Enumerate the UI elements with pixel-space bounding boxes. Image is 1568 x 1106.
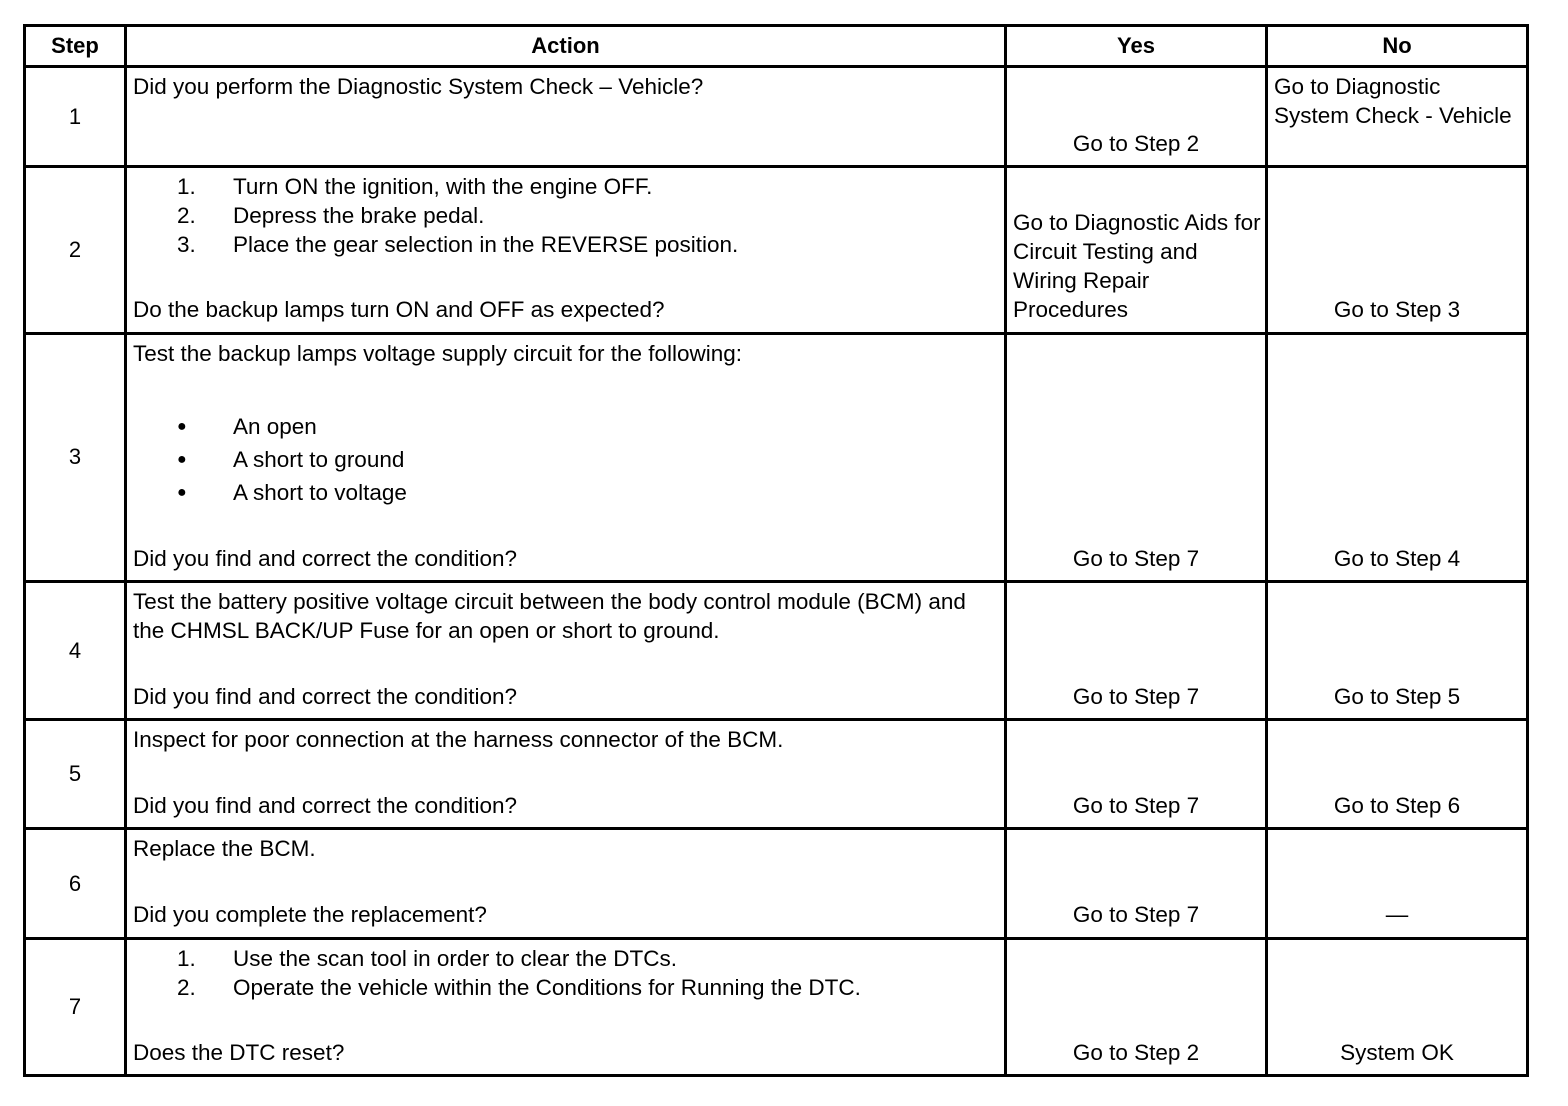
- bullet-list: [177, 410, 998, 509]
- yes-result: Go to Step 2: [1072, 131, 1200, 156]
- no-cell: [1267, 938, 1528, 1075]
- table-row: [25, 333, 1528, 581]
- action-question: Did you complete the replacement?: [133, 902, 487, 928]
- no-result: Go to Diagnostic System Check - Vehicle: [1274, 74, 1512, 128]
- yes-cell: [1006, 829, 1267, 938]
- table-row: [25, 829, 1528, 938]
- yes-cell: [1006, 67, 1267, 167]
- header-yes: Yes: [1006, 26, 1267, 67]
- numbered-list: [177, 944, 998, 1002]
- header-action: Action: [126, 26, 1006, 67]
- no-cell: [1267, 167, 1528, 333]
- action-cell: [126, 67, 1006, 167]
- action-cell: [126, 938, 1006, 1075]
- action-question: Do the backup lamps turn ON and OFF as expected?: [133, 297, 665, 323]
- no-cell: [1267, 67, 1528, 167]
- no-result: Go to Step 3: [1333, 297, 1461, 323]
- action-cell: [126, 582, 1006, 720]
- header-row: [25, 26, 1528, 67]
- action-text: Did you perform the Diagnostic System Check – Vehicle?: [133, 74, 704, 99]
- list-item: 2. Operate the vehicle within the Conditions for Running the DTC.: [177, 974, 861, 1000]
- bullet-icon: ●: [177, 483, 187, 501]
- no-cell: [1267, 333, 1528, 581]
- diagnostic-table: [23, 24, 1529, 1077]
- no-cell: [1267, 582, 1528, 720]
- action-cell: [126, 720, 1006, 829]
- step-number: 3: [25, 333, 126, 581]
- no-cell: [1267, 720, 1528, 829]
- step-number: 7: [25, 938, 126, 1075]
- yes-cell: [1006, 167, 1267, 333]
- numbered-list: [177, 172, 998, 259]
- yes-cell: [1006, 720, 1267, 829]
- list-item: 3. Place the gear selection in the REVERSE position.: [177, 232, 739, 258]
- step-number: 6: [25, 829, 126, 938]
- list-item: ● A short to ground: [177, 443, 998, 476]
- list-item: 1. Use the scan tool in order to clear the DTCs.: [177, 945, 677, 971]
- table-row: [25, 67, 1528, 167]
- table-row: [25, 167, 1528, 333]
- header-no: No: [1267, 26, 1528, 67]
- action-text: Inspect for poor connection at the harness connector of the BCM.: [133, 727, 784, 753]
- step-number: 5: [25, 720, 126, 829]
- action-cell: [126, 167, 1006, 333]
- list-item: ● An open: [177, 410, 998, 443]
- step-number: 2: [25, 167, 126, 333]
- table-row: [25, 938, 1528, 1075]
- no-cell: [1267, 829, 1528, 938]
- action-text: Test the backup lamps voltage supply circuit for the following:: [133, 340, 743, 366]
- step-number: 4: [25, 582, 126, 720]
- action-text: Test the battery positive voltage circuit between the body control module (BCM) and the CHMSL BACK/UP Fuse for an open or short to ground.: [133, 589, 966, 643]
- yes-result: Go to Step 7: [1072, 684, 1200, 709]
- yes-result: Go to Step 7: [1072, 902, 1200, 928]
- header-step: Step: [25, 26, 126, 67]
- yes-result: Go to Diagnostic Aids for Circuit Testing and Wiring Repair Procedures: [1013, 210, 1261, 323]
- table-row: [25, 720, 1528, 829]
- list-item: ● A short to voltage: [177, 476, 998, 509]
- action-cell: [126, 829, 1006, 938]
- no-result: System OK: [1340, 1039, 1454, 1065]
- no-result: —: [1385, 902, 1409, 928]
- list-item: 1. Turn ON the ignition, with the engine OFF.: [177, 174, 653, 200]
- step-number: 1: [25, 67, 126, 167]
- table-row: [25, 582, 1528, 720]
- no-result: Go to Step 5: [1333, 684, 1461, 709]
- no-result: Go to Step 6: [1333, 793, 1461, 819]
- no-result: Go to Step 4: [1333, 545, 1461, 571]
- yes-result: Go to Step 7: [1072, 793, 1200, 819]
- yes-cell: [1006, 938, 1267, 1075]
- action-cell: [126, 333, 1006, 581]
- bullet-icon: ●: [177, 450, 187, 468]
- yes-cell: [1006, 582, 1267, 720]
- action-text: Replace the BCM.: [133, 836, 316, 862]
- yes-result: Go to Step 7: [1072, 545, 1200, 571]
- list-item: 2. Depress the brake pedal.: [177, 203, 485, 229]
- action-question: Does the DTC reset?: [133, 1039, 345, 1065]
- action-question: Did you find and correct the condition?: [133, 793, 517, 819]
- yes-cell: [1006, 333, 1267, 581]
- action-question: Did you find and correct the condition?: [133, 545, 517, 571]
- bullet-icon: ●: [177, 417, 187, 435]
- yes-result: Go to Step 2: [1072, 1039, 1200, 1065]
- action-question: Did you find and correct the condition?: [133, 684, 517, 709]
